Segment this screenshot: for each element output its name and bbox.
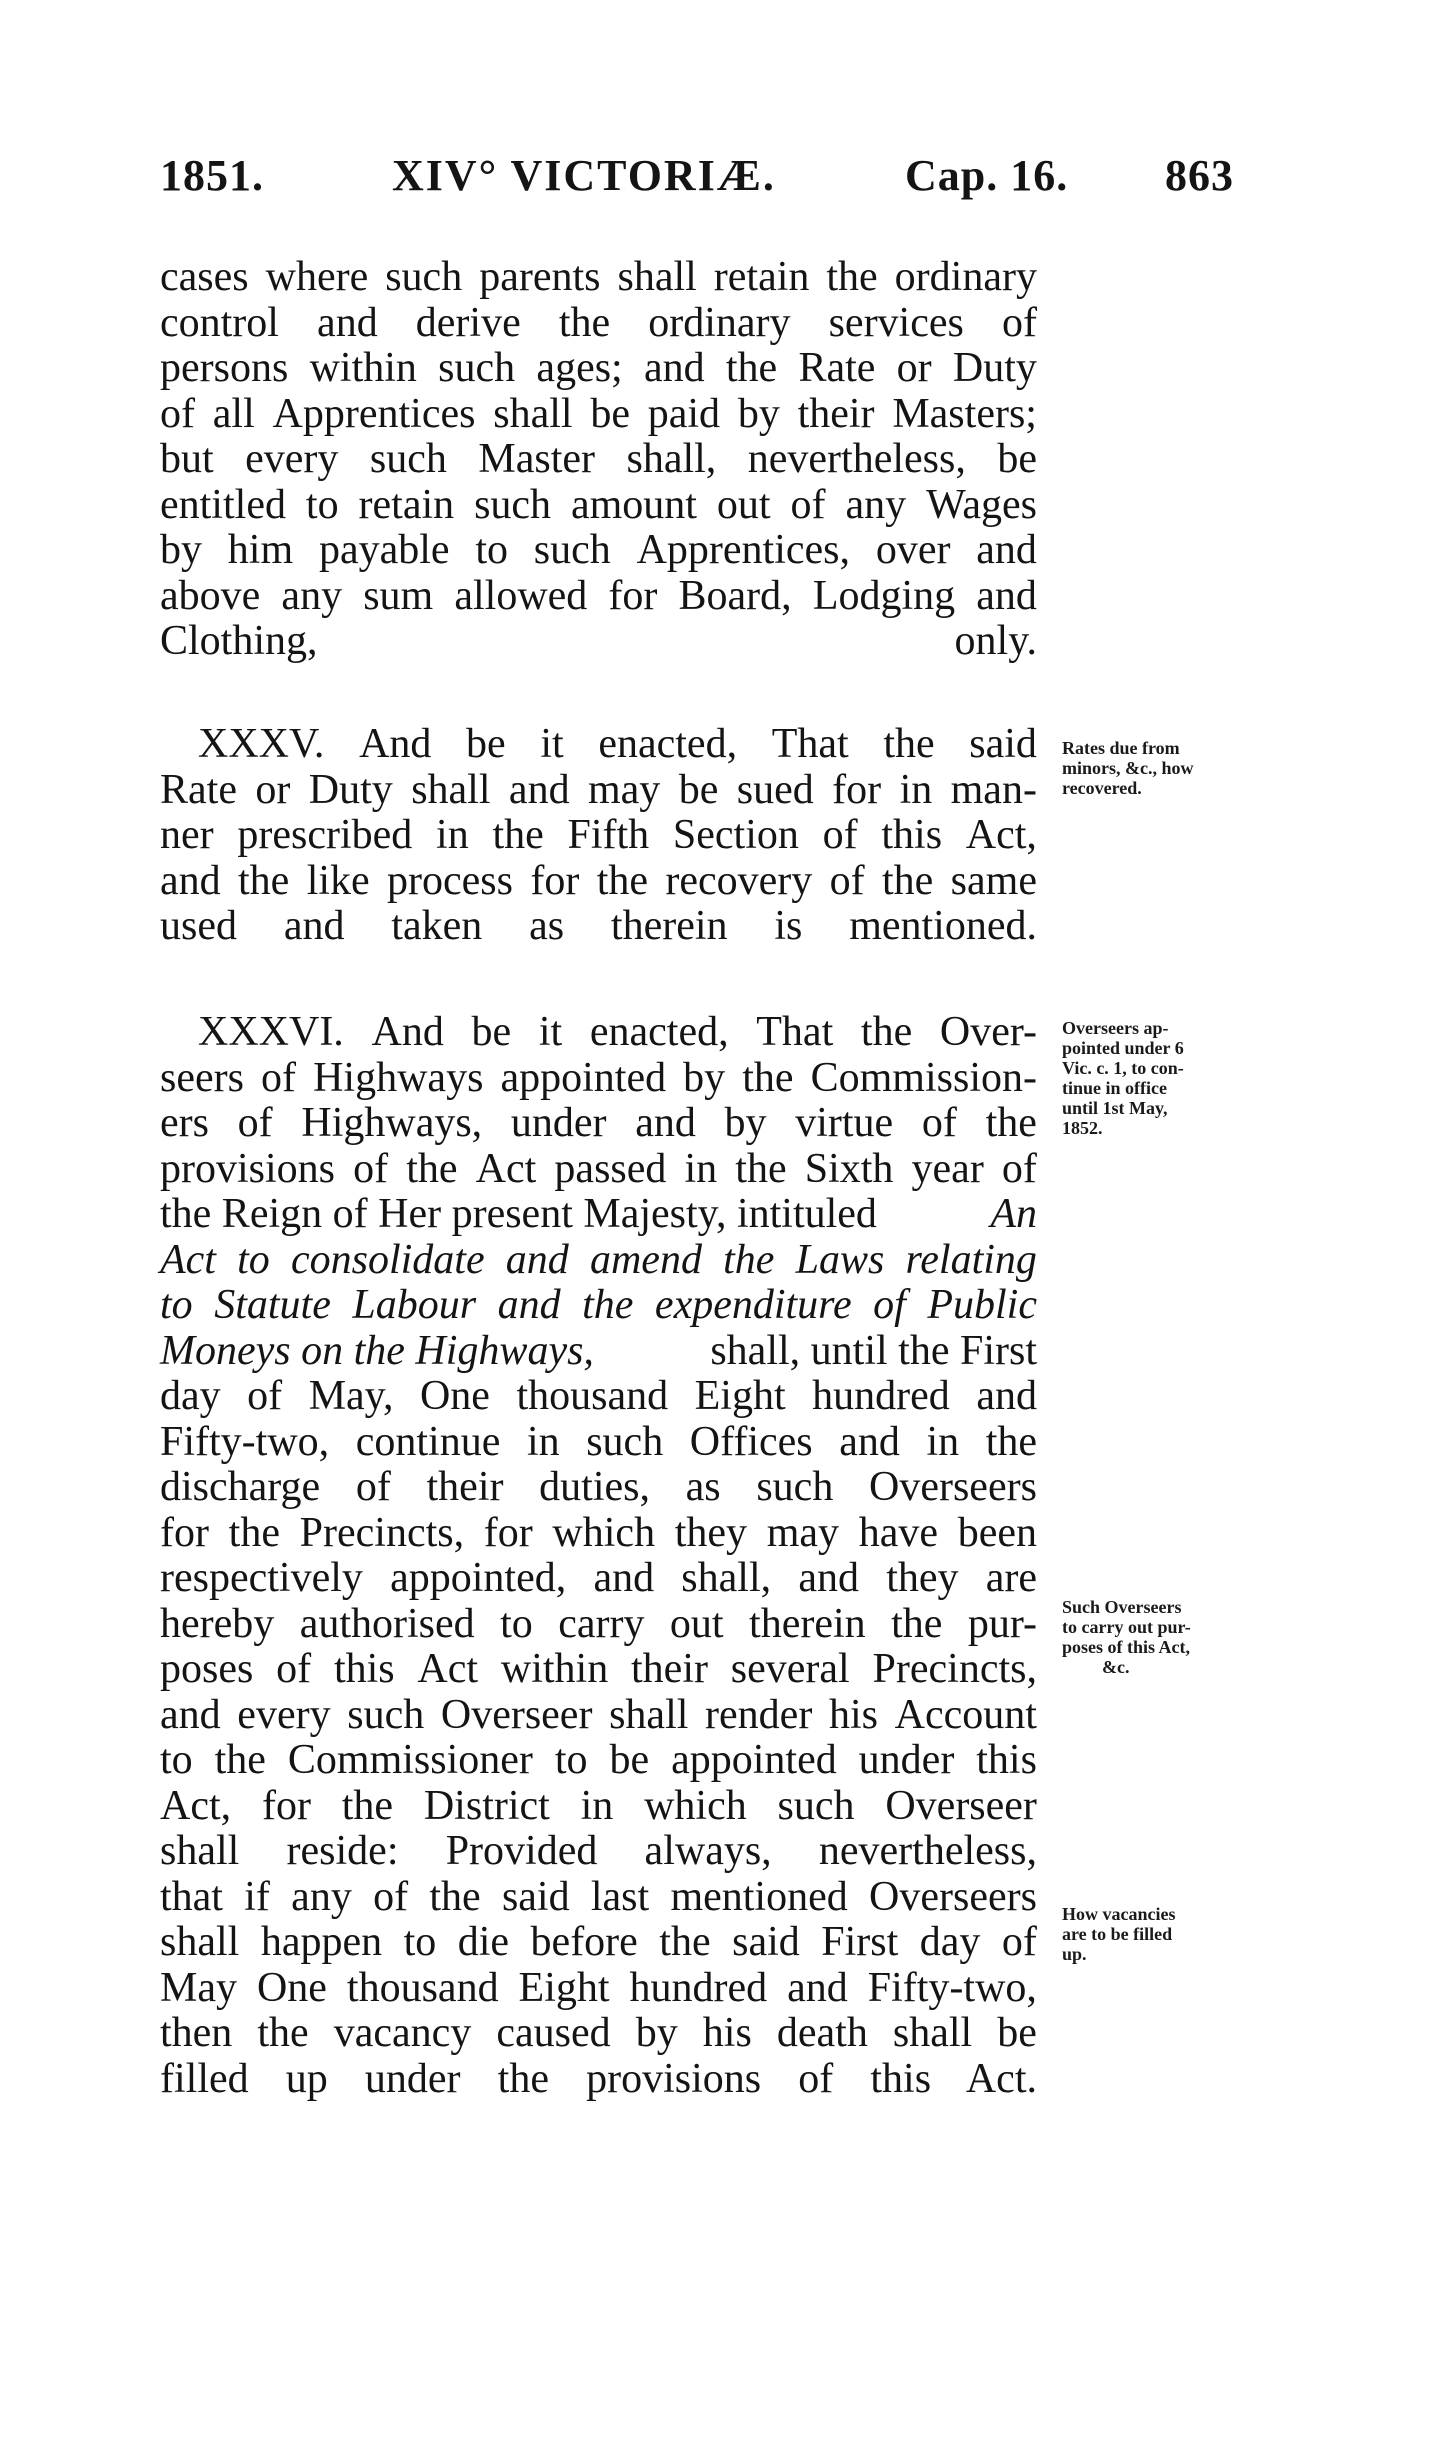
text-line [160,1192,1037,1238]
text-line: XXXVI. And be it enacted, That the Over- [198,1009,1037,1055]
text-line: Rate or Duty shall and may be sued for in man- [160,766,1037,813]
header-year: 1851. [160,151,264,200]
text-line: and every such Overseer shall render his Account [160,1691,1037,1738]
text-line: shall happen to die before the said First day of [160,1919,1037,1965]
margin-note-overseers-purposes [1062,1597,1242,1677]
margin-note-line: to carry out pur- [1062,1617,1191,1637]
text-line: Clothing, only. [160,618,1037,664]
text-line: respectively appointed, and shall, and they are [160,1555,1037,1601]
header-chapter: Cap. 16. [905,151,1069,200]
text-line: Act, for the District in which such Overseer [160,1782,1037,1829]
text-line: used and taken as therein is mentioned. [160,903,1037,949]
margin-note-line: pointed under 6 [1062,1038,1184,1058]
text-line: discharge of their duties, as such Overseers [160,1464,1037,1510]
text-line: then the vacancy caused by his death shall be [160,2010,1037,2056]
margin-note-rates-recovered [1062,738,1242,798]
margin-note-line: Overseers ap- [1062,1018,1169,1038]
margin-note-overseers-continue [1062,1018,1242,1138]
text-line: entitled to retain such amount out of any Wages [160,481,1037,528]
margin-note-line: minors, &c., how [1062,758,1194,778]
margin-note-line: Such Overseers [1062,1597,1182,1617]
text-fragment: the Reign of Her present Majesty, intituled [160,1191,877,1237]
margin-note-line: Rates due from [1062,738,1180,758]
margin-note-vacancies [1062,1904,1242,1964]
text-line: cases where such parents shall retain the ordinary [160,254,1037,300]
margin-note-line: are to be filled [1062,1924,1173,1944]
running-header [160,150,1265,210]
paragraph-continuation [160,255,1037,665]
text-line: ers of Highways, under and by virtue of the [160,1100,1037,1146]
act-title-fragment: An [990,1191,1037,1237]
text-line: above any sum allowed for Board, Lodging and [160,572,1037,619]
text-line: by him payable to such Apprentices, over and [160,527,1037,573]
margin-note-line: &c. [1102,1657,1130,1677]
text-line: hereby authorised to carry out therein the pur- [160,1600,1037,1647]
margin-note-line: tinue in office [1062,1078,1167,1098]
text-line: that if any of the said last mentioned Overseers [160,1873,1037,1920]
margin-note-line: until 1st May, [1062,1098,1168,1118]
margin-note-line: Vic. c. 1, to con- [1062,1058,1184,1078]
act-title-line [160,1238,1037,1284]
text-line: seers of Highways appointed by the Commission- [160,1054,1037,1101]
margin-note-line: How vacancies [1062,1904,1176,1924]
text-line: persons within such ages; and the Rate or Duty [160,345,1037,391]
section-xxxvi [160,1010,1037,2102]
text-line: Fifty-two, continue in such Offices and in the [160,1418,1037,1465]
text-line: of all Apprentices shall be paid by their Masters; [160,390,1037,437]
text-line: shall reside: Provided always, nevertheless, [160,1828,1037,1874]
text-line: XXXV. And be it enacted, That the said [198,721,1037,767]
header-title: XIV° VICTORIÆ. [392,151,776,200]
section-xxxv [160,722,1037,950]
text-line: to the Commissioner to be appointed under this [160,1737,1037,1783]
margin-note-line: 1852. [1062,1118,1103,1138]
text-line: poses of this Act within their several Precincts, [160,1646,1037,1692]
text-line: May One thousand Eight hundred and Fifty-two, [160,1964,1037,2011]
act-title-line [160,1283,1037,1329]
text-line: ner prescribed in the Fifth Section of this Act, [160,812,1037,858]
act-title-fragment: to Statute Labour and the expenditure of Public [160,1282,1037,1328]
text-line: but every such Master shall, nevertheless, be [160,436,1037,482]
margin-note-line: recovered. [1062,778,1142,798]
text-line: filled up under the provisions of this Act. [160,2055,1037,2102]
text-line: provisions of the Act passed in the Sixth year of [160,1145,1037,1192]
text-line: for the Precincts, for which they may have been [160,1509,1037,1556]
text-line: and the like process for the recovery of the same [160,857,1037,904]
act-title-fragment: Act to consolidate and amend the Laws relating [160,1236,1037,1283]
text-line [160,1329,1037,1375]
text-line: day of May, One thousand Eight hundred and [160,1373,1037,1419]
text-line: control and derive the ordinary services of [160,299,1037,346]
margin-note-line: up. [1062,1944,1087,1964]
act-title-fragment: Moneys on the Highways, [160,1327,594,1374]
text-fragment: shall, until the First [710,1327,1037,1374]
margin-note-line: poses of this Act, [1062,1637,1191,1657]
header-page-number: 863 [1165,151,1234,200]
